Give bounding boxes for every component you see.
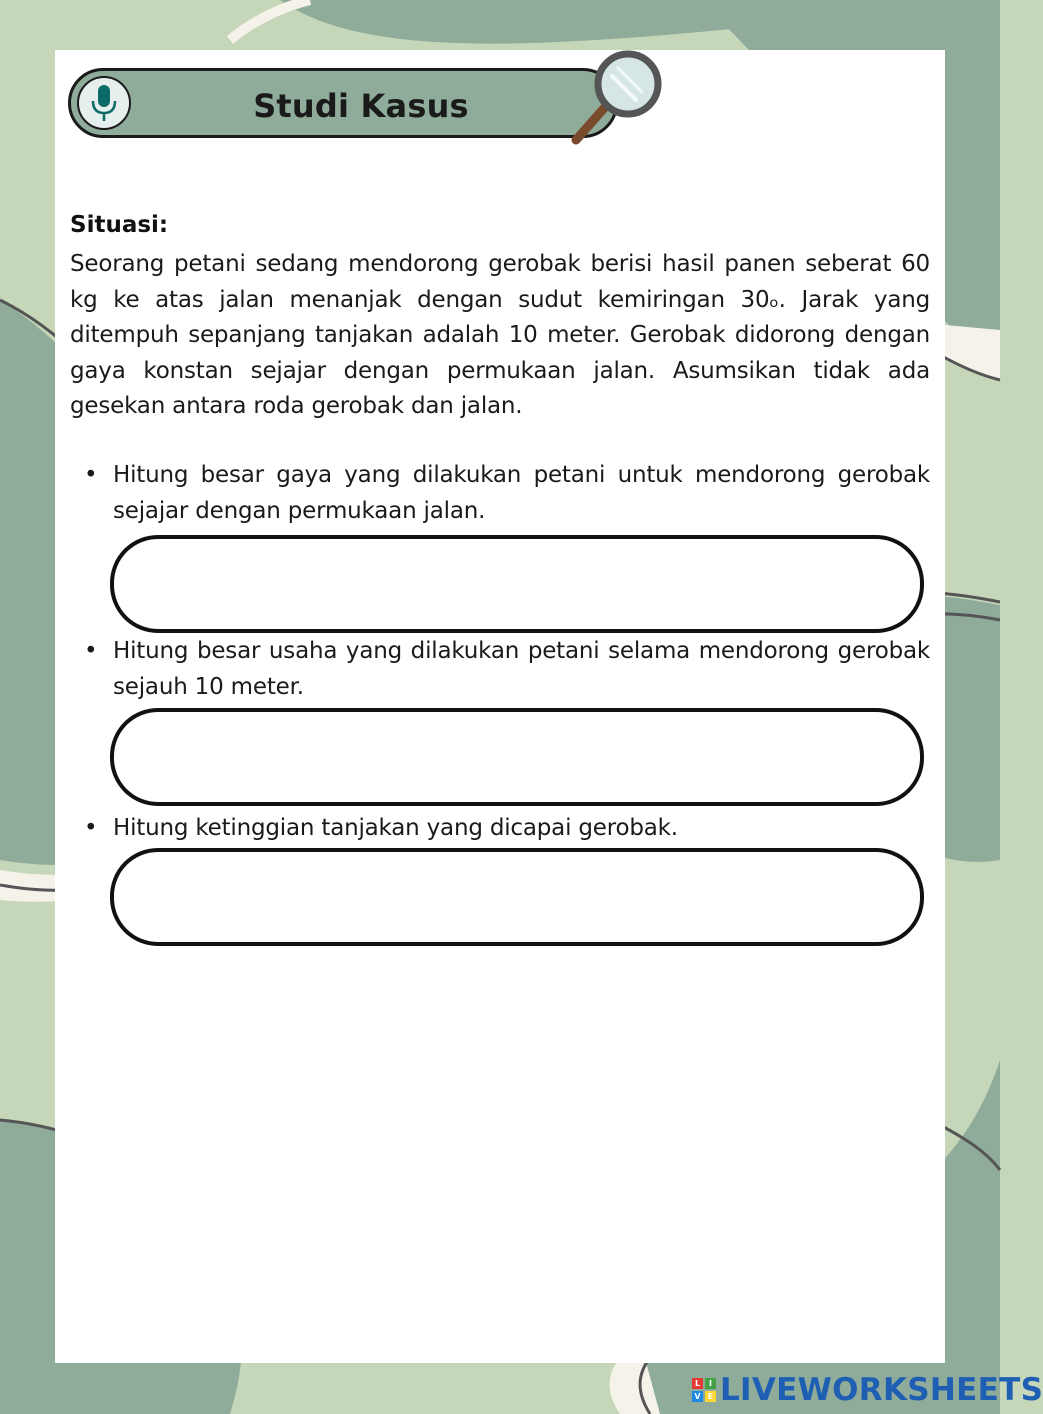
answer-field-3[interactable] — [110, 848, 924, 946]
answer-field-1[interactable] — [110, 535, 924, 633]
liveworksheets-logo — [692, 1372, 1043, 1408]
bullet: • — [84, 638, 98, 664]
question-item — [70, 811, 930, 847]
title-banner — [68, 68, 618, 138]
question-text: Hitung besar gaya yang dilakukan petani untuk mendorong gerobak sejajar dengan permukaan jalan. — [113, 462, 930, 524]
brand-name: LIVEWORKSHEETS — [720, 1372, 1043, 1408]
page-title: Studi Kasus — [253, 87, 469, 125]
question-item — [70, 458, 930, 529]
logo-squares-icon: L I V E — [692, 1378, 716, 1402]
situation-label: Situasi: — [70, 212, 169, 238]
question-item — [70, 634, 930, 705]
answer-field-2[interactable] — [110, 708, 924, 806]
question-text: Hitung besar usaha yang dilakukan petani selama mendorong gerobak sejauh 10 meter. — [113, 638, 930, 700]
microphone-icon — [77, 76, 131, 130]
bullet: • — [84, 462, 98, 488]
situation-text: Seorang petani sedang mendorong gerobak berisi hasil panen seberat 60 kg ke atas jalan menanjak dengan sudut kemiringan 30ₒ. Jarak yang ditempuh sepanjang tanjakan adalah 10 meter. Gerobak didorong dengan gaya konstan sejajar dengan permukaan jalan. Asumsikan tidak ada gesekan antara roda gerobak dan jalan. — [70, 251, 930, 419]
magnifying-glass-icon — [566, 48, 666, 148]
question-text: Hitung ketinggian tanjakan yang dicapai gerobak. — [113, 815, 678, 841]
bullet: • — [84, 815, 98, 841]
